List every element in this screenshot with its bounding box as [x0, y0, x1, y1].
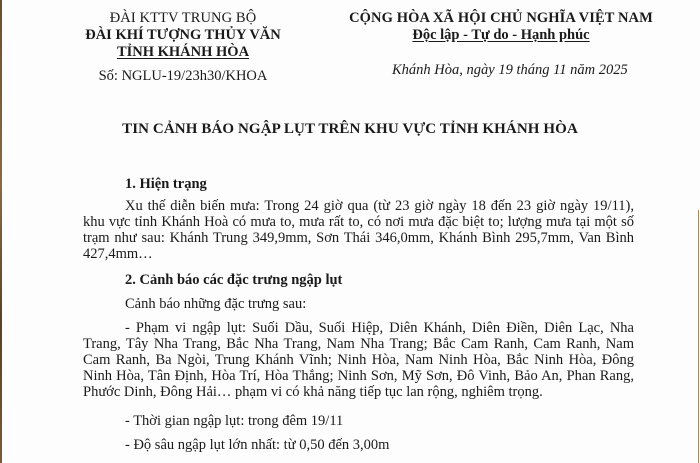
paragraph-line: trạm như sau: Khánh Trung 349,9mm, Sơn Thái 346,0mm, Khánh Bình 295,7mm, Van Bình [83, 230, 634, 246]
max-flood-depth: - Độ sâu ngập lụt lớn nhất: từ 0,50 đến 3,00m [125, 437, 390, 453]
paragraph-line: Trang, Tây Nha Trang, Bắc Nha Trang, Nam Nha Trang; Bắc Cam Ranh, Cam Ranh, Nam [83, 336, 634, 352]
flood-time: - Thời gian ngập lụt: trong đêm 19/11 [125, 413, 344, 429]
dateline: Khánh Hòa, ngày 19 tháng 11 năm 2025 [392, 62, 628, 78]
paragraph-line: Xu thế diễn biến mưa: Trong 24 giờ qua (từ 23 giờ ngày 18 đến 23 giờ ngày 19/11), [125, 198, 634, 214]
flood-scope-paragraph [83, 320, 634, 400]
paragraph-line: khu vực tỉnh Khánh Hoà có mưa to, mưa rất to, có nơi mưa đặc biệt to; lượng mưa tại một số [83, 214, 634, 230]
agency-parent: ĐÀI KTTV TRUNG BỘ [109, 10, 257, 26]
paragraph-line: Cam Ranh, Ba Ngòi, Trung Khánh Vĩnh; Ninh Hòa, Nam Ninh Hòa, Bắc Ninh Hòa, Đông [83, 352, 634, 368]
document-number: Số: NGLU-19/23h30/KHOA [98, 68, 268, 84]
agency-name: ĐÀI KHÍ TƯỢNG THỦY VĂN [85, 27, 281, 43]
national-title: CỘNG HÒA XÃ HỘI CHỦ NGHĨA VIỆT NAM [349, 10, 653, 26]
national-header-block [318, 10, 684, 44]
section-heading-current-status: 1. Hiện trạng [125, 176, 207, 192]
issuing-agency-block [68, 10, 298, 85]
paragraph-line: Ninh Hòa, Tân Định, Hòa Trí, Hòa Thắng; Ninh Sơn, Mỹ Sơn, Đô Vinh, Bảo An, Phan Rang, [83, 368, 634, 384]
section-heading-flood-warning: 2. Cảnh báo các đặc trưng ngập lụt [125, 272, 343, 288]
scan-edge-left [0, 0, 2, 463]
agency-province: TỈNH KHÁNH HÒA [116, 44, 250, 60]
national-motto: Độc lập - Tự do - Hạnh phúc [412, 27, 590, 43]
paragraph-line: 427,4mm… [83, 246, 153, 262]
document-title: TIN CẢNH BÁO NGẬP LỤT TRÊN KHU VỰC TỈNH KHÁNH HÒA [122, 121, 578, 137]
paragraph-line: Phước Dinh, Đông Hải… phạm vi có khả năng tiếp tục lan rộng, nghiêm trọng. [83, 384, 543, 400]
warning-intro: Cảnh báo những đặc trưng sau: [125, 296, 307, 312]
current-status-paragraph [83, 198, 634, 262]
paragraph-line: - Phạm vi ngập lụt: Suối Dầu, Suối Hiệp, Diên Khánh, Diên Điền, Diên Lạc, Nha [125, 320, 634, 336]
scan-edge-right [698, 210, 699, 463]
